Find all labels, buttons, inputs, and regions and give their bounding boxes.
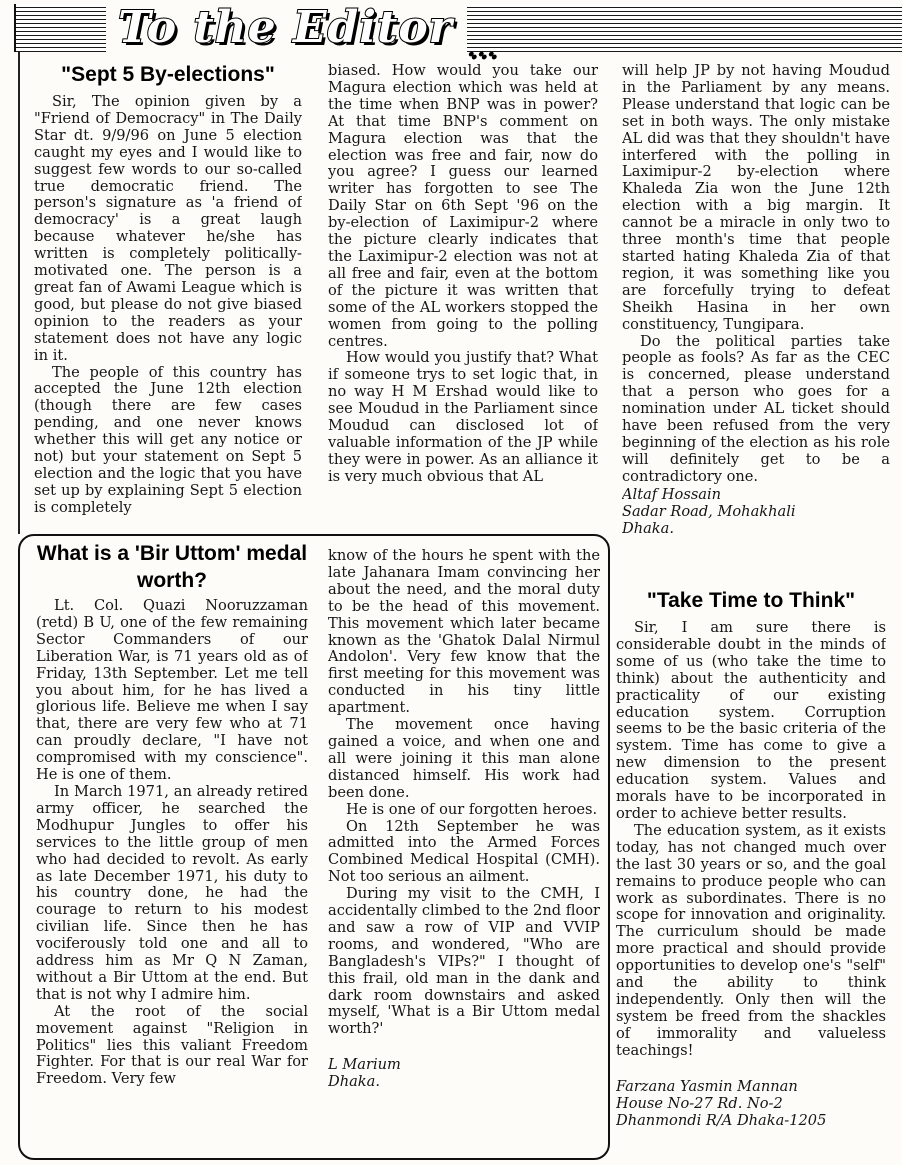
title-ellipsis: ...	[466, 33, 497, 63]
letter2-paragraph: know of the hours he spent with the late Jahanara Imam convincing her about the need, and the moral duty to be the head of this movement. This movement which later became known as the 'Ghatok Dalal Nirmul Andolon'. Very few know that the first meeting for this movement was conducted in his tiny little apartment.	[328, 548, 600, 717]
letter2-column-2	[328, 548, 600, 1148]
letter3-signature-address: House No-27 Rd. No-2	[616, 1094, 783, 1112]
masthead-banner	[14, 2, 902, 63]
letter1-column-3	[622, 63, 890, 568]
letter2-signature-name: L Marium	[328, 1056, 401, 1074]
letter3-signature-name: Farzana Yasmin Mannan	[616, 1077, 798, 1095]
letter1-signature-name: Altaf Hossain	[622, 485, 722, 503]
letter1-column-1	[34, 62, 302, 530]
letter1-signature-city: Dhaka.	[622, 519, 674, 537]
letter3-paragraph: The education system, as it exists today, has not changed much over the last 30 years or so, and the goal remains to produce people who can work as subordinates. There is no scope for innovation and originality. The curriculum should be made more practical and should provide opportunities to develop one's "self" and the ability to think independently. Only then will the system be freed from the shackles of immorality and valueless teachings!	[616, 821, 886, 1059]
column-rule-left	[18, 52, 20, 534]
letter1-paragraph: How would you justify that? What if someone trys to set logic that, in no way H M Ershad would like to see Moudud in the Parliament since Moudud can disclosed lot of valuable information of the JP while they were in power. As an alliance it is very much obvious that AL	[328, 349, 598, 485]
letter1-signature-address: Sadar Road, Mohakhali	[622, 502, 796, 520]
letter1-headline: "Sept 5 By-elections"	[61, 63, 275, 86]
letter2-paragraph: Lt. Col. Quazi Nooruzzaman (retd) B U, one of the few remaining Sector Commanders of our Liberation War, is 71 years old as of Friday, 13th September. Let me tell you about him, for he has lived a glorious life. Believe me when I say that, there are very few who at 71 can proudly declare, "I have not compromised with my conscience". He is one of them.	[36, 597, 308, 784]
letter3-column	[616, 588, 886, 1154]
letter1-paragraph: biased. How would you take our Magura election which was held at the time when BNP was in power? At that time BNP's comment on Magura election was that the election was free and fair, now do you agree? I guess our learned writer has forgotten to see The Daily Star on 6th Sept '96 on the by-election of Laximipur-2 where the picture clearly indicates that the Laximipur-2 election was not at all free and fair, even at the bottom of the picture it was written that some of the AL workers stopped the women from going to the polling centres.	[328, 63, 598, 350]
section-title: To the Editor ...	[106, 4, 467, 52]
letter3-paragraph: Sir, I am sure there is considerable doubt in the minds of some of us (who take the time to think) about the authenticity and practicality of our existing education system. Corruption seems to be the basic criteria of the system. Time has come to give a new dimension to the present education system. Values and morals have to be incorporated in order to achieve better results.	[616, 619, 886, 822]
letter2-headline: What is a 'Bir Uttom' medal worth?	[36, 542, 308, 592]
letter2-signature-city: Dhaka.	[328, 1073, 380, 1091]
letter2-paragraph: In March 1971, an already retired army officer, he searched the Modhupur Jungles to offer his services to the little group of men who had decided to revolt. As early as late December 1971, his duty to his country done, he had the courage to return to his modest civilian life. Since then he has vociferously told one and all to address him as Mr Q N Zaman, without a Bir Uttom at the end. But that is not why I admire him.	[36, 782, 308, 1003]
letter2-paragraph: During my visit to the CMH, I accidentally climbed to the 2nd floor and saw a row of VIP and VVIP rooms, and wondered, "Who are Bangladesh's VIPs?" I thought of this frail, old man in the dank and dark room downstairs and asked myself, 'What is a Bir Uttom medal worth?'	[328, 885, 600, 1038]
letter2-paragraph: The movement once having gained a voice, and when one and all were joining it this man alone distanced himself. His work had been done.	[328, 716, 600, 801]
letter1-paragraph: Do the political parties take people as fools? As far as the CEC is concerned, please understand that a person who goes for a nomination under AL ticket should have been refused from the very beginning of the election as his role will definitely get to be a contradictory one.	[622, 332, 890, 485]
letter1-paragraph: Sir, The opinion given by a "Friend of Democracy" in The Daily Star dt. 9/9/96 on June 5 election caught my eyes and I would like to suggest few words to our so-called true democratic friend. The person's signature as 'a friend of democracy' is a great laugh because whatever he/she has written is completely politically-motivated one. The person is a great fan of Awami League which is good, but please do not give biased opinion to the readers as your statement does not have any logic in it.	[34, 93, 302, 364]
letter1-paragraph: will help JP by not having Moudud in the Parliament by any means. Please understand that logic can be set in both ways. The only mistake AL did was that they shouldn't have interfered with the polling in Laximipur-2 by-election where Khaleda Zia won the June 12th election with a big margin. It cannot be a miracle in only two to three month's time that people started hating Khaleda Zia of that region, it was something like you are forcefully trying to defeat Sheikh Hasina in her own constituency, Tungipara.	[622, 63, 890, 333]
letter1-paragraph: The people of this country has accepted the June 12th election (though there are few cases pending, and one never knows whether this will get any notice or not) but your statement on Sept 5 election and the logic that you have set up by explaining Sept 5 election is completely	[34, 363, 302, 516]
letter2-paragraph: On 12th September he was admitted into the Armed Forces Combined Medical Hospital (CMH). Not too serious an ailment.	[328, 817, 600, 886]
letter3-headline: "Take Time to Think"	[646, 589, 856, 612]
letter1-column-2	[328, 63, 598, 530]
letter3-signature-city: Dhanmondi R/A Dhaka-1205	[616, 1111, 827, 1129]
letter2-paragraph: At the root of the social movement against "Religion in Politics" lies this valiant Freedom Fighter. For that is our real War for Freedom. Very few	[36, 1002, 308, 1088]
letter2-column-1	[36, 540, 308, 1152]
letter2-paragraph: He is one of our forgotten heroes.	[346, 800, 598, 818]
